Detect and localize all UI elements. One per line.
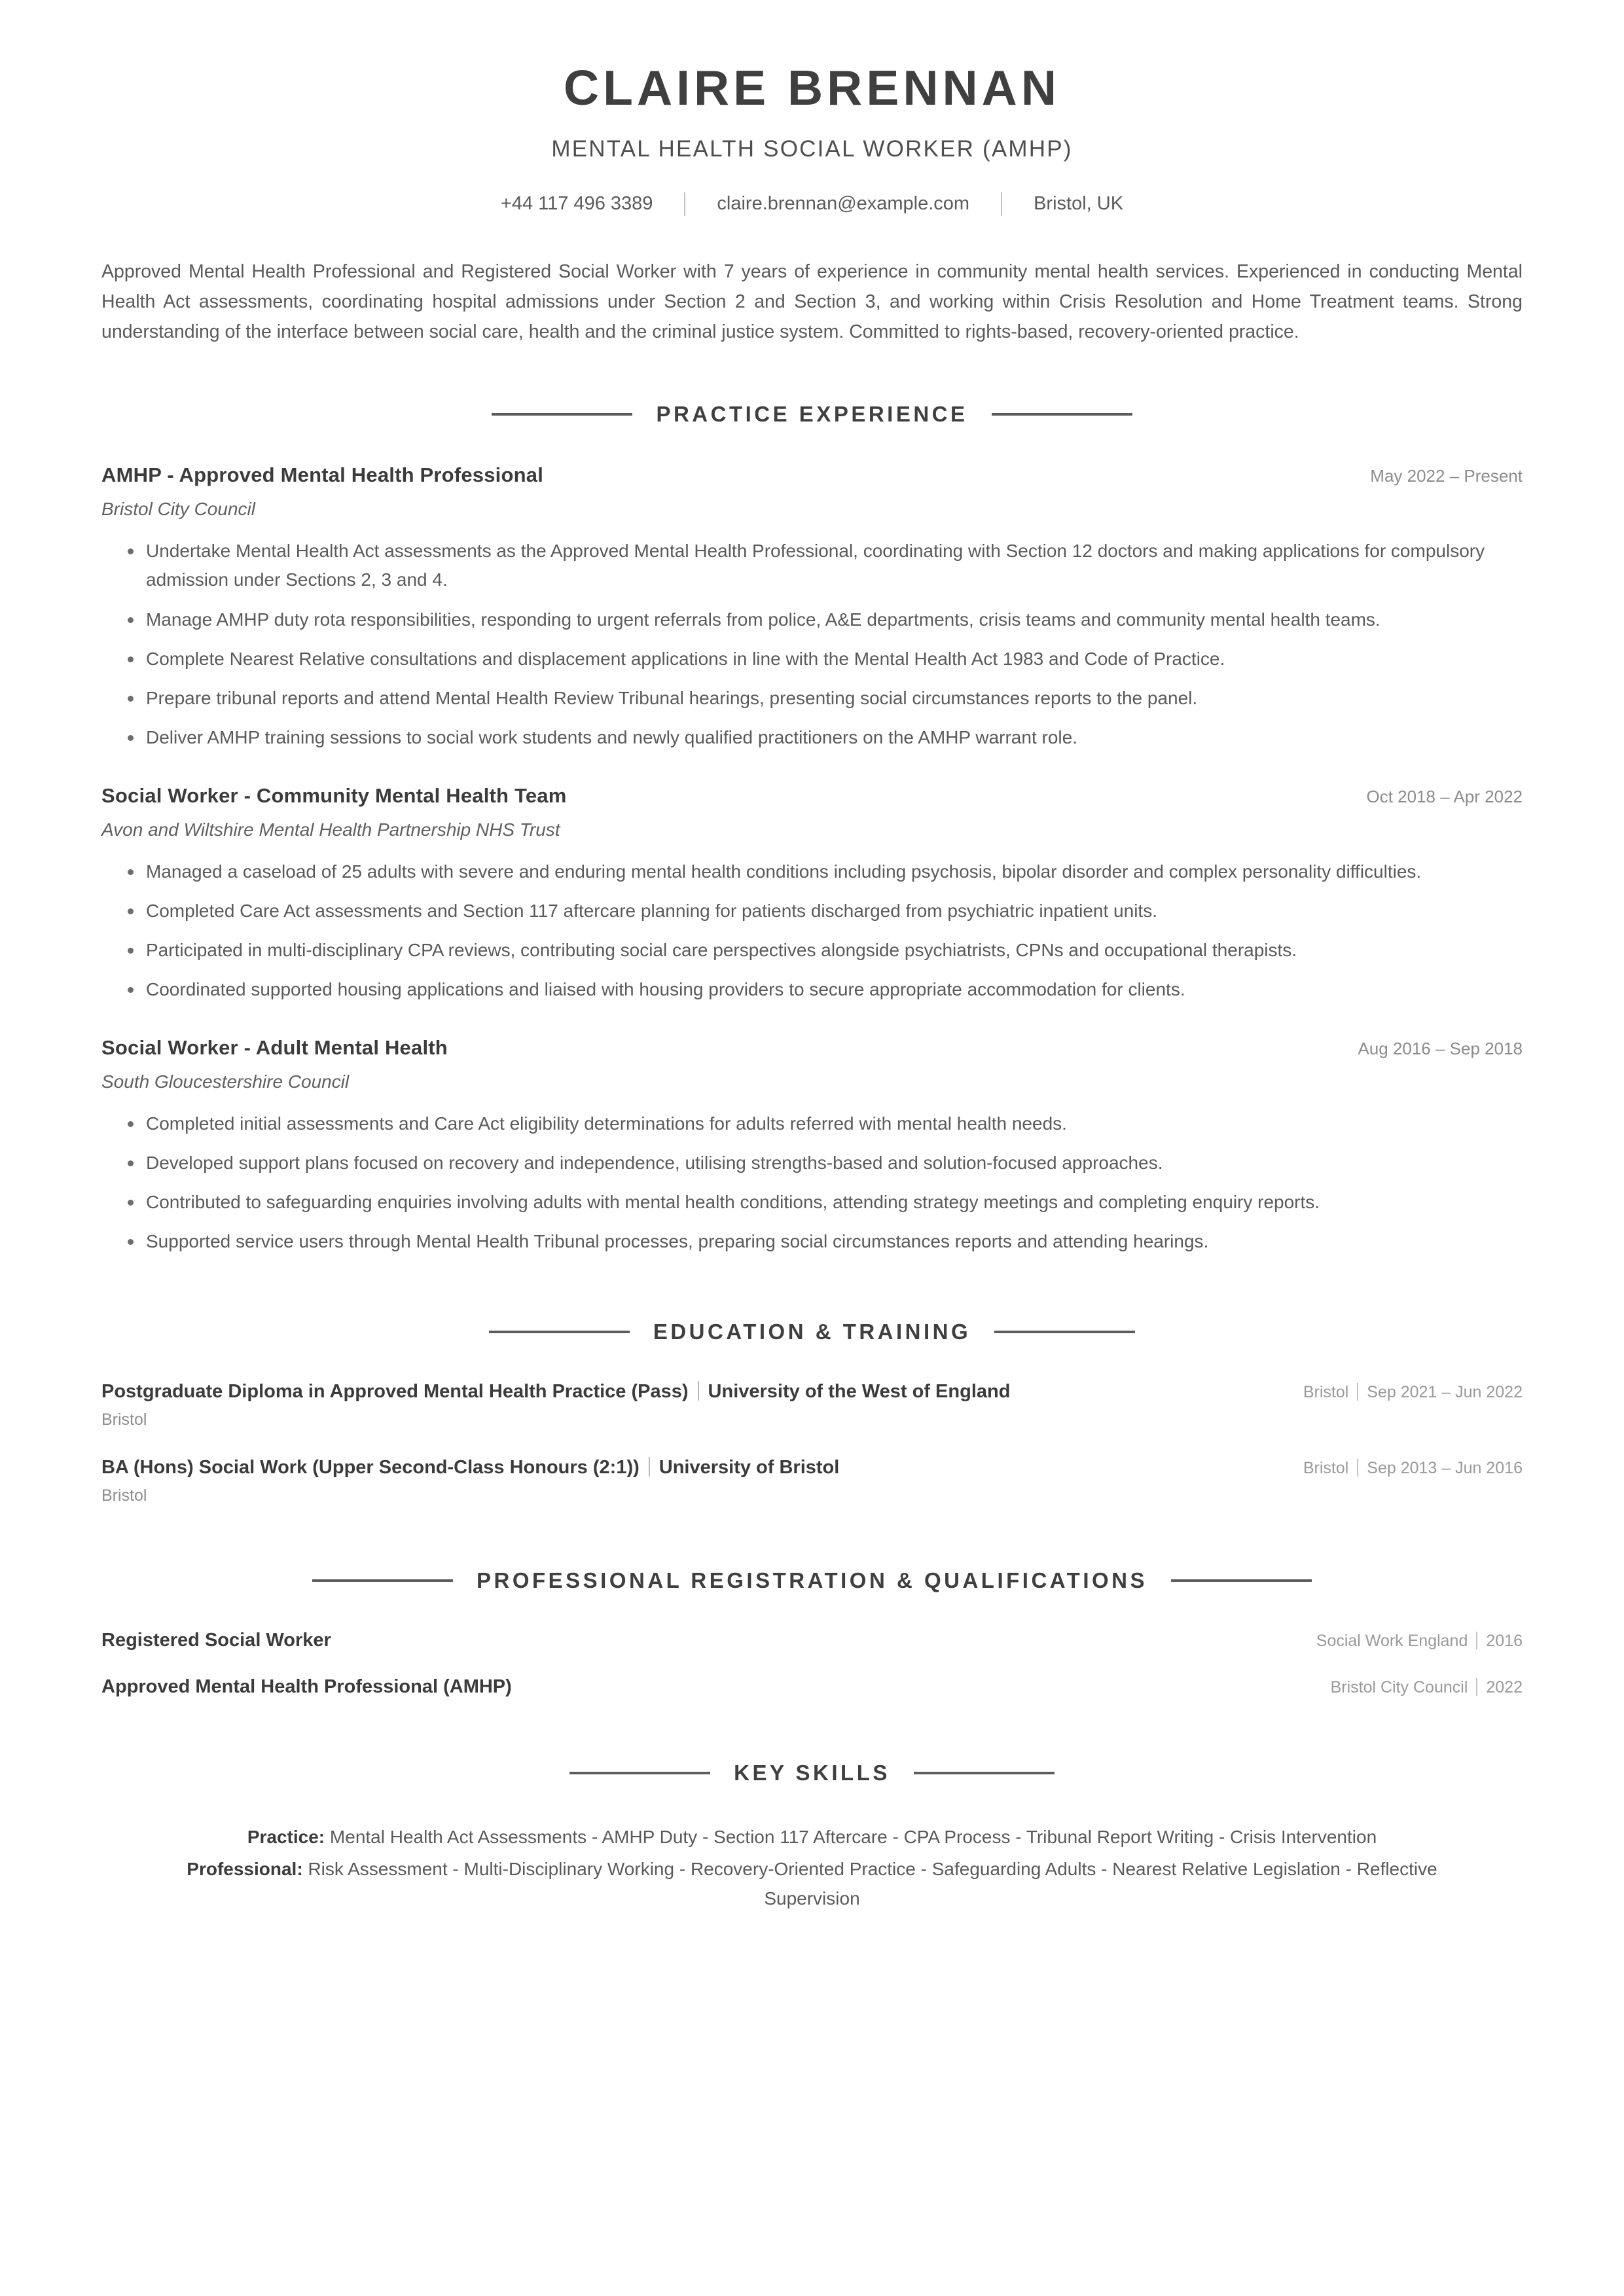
- education-degree: Postgraduate Diploma in Approved Mental Health Practice (Pass): [101, 1380, 689, 1402]
- job-bullet: Coordinated supported housing applications and liaised with housing providers to secure appropriate accommodation for clients.: [101, 975, 1523, 1004]
- contact-location: Bristol, UK: [1034, 193, 1124, 215]
- professional-summary: Approved Mental Health Professional and Registered Social Worker with 7 years of experience in community mental health services. Experienced in conducting Mental Health Act assessments, coordinating hospital admissions under Section 2 and Section 3, and working within Crisis Resolution and Home Treatment teams. Strong understanding of the interface between social care, health and the criminal justice system. Committed to rights-based, recovery-oriented practice.: [101, 260, 1523, 343]
- section-rule-left: [312, 1579, 453, 1582]
- experience-item: [101, 1036, 1523, 1257]
- experience-item-header: [101, 784, 1523, 808]
- job-bullet: Undertake Mental Health Act assessments as the Approved Mental Health Professional, coordinating with Section 12 doctors and making applications for compulsory admission under Sections 2, 3 and 4.: [101, 537, 1523, 594]
- registration-meta: [1331, 1678, 1523, 1697]
- candidate-headline: MENTAL HEALTH SOCIAL WORKER (AMHP): [551, 135, 1073, 162]
- contact-line: [101, 192, 1523, 216]
- job-title: Social Worker - Adult Mental Health: [101, 1035, 448, 1059]
- section-header-skills: [101, 1761, 1523, 1785]
- job-dates: Oct 2018 – Apr 2022: [1366, 786, 1523, 806]
- job-bullet: Complete Nearest Relative consultations and displacement applications in line with the Mental Health Act 1983 and Code of Practice.: [101, 645, 1523, 673]
- registration-item: [101, 1676, 1523, 1698]
- education-meta-place: Bristol: [1303, 1458, 1349, 1477]
- experience-item: [101, 784, 1523, 1005]
- education-meta: [1303, 1383, 1523, 1402]
- pipe-separator-icon: [1357, 1459, 1358, 1477]
- job-organisation: Bristol City Council: [101, 499, 255, 520]
- pipe-separator-icon: [1476, 1632, 1477, 1649]
- job-bullet: Completed initial assessments and Care Act eligibility determinations for adults referred with mental health needs.: [101, 1109, 1523, 1138]
- section-title: PROFESSIONAL REGISTRATION & QUALIFICATIONS: [476, 1568, 1148, 1592]
- job-bullet: Supported service users through Mental Health Tribunal processes, preparing social circumstances reports and attending hearings.: [101, 1227, 1523, 1256]
- pipe-separator-icon: [698, 1381, 699, 1401]
- contact-separator-icon: [1001, 192, 1002, 216]
- pipe-separator-icon: [649, 1457, 650, 1477]
- section-header-registration: [101, 1568, 1523, 1593]
- experience-item-header: [101, 463, 1523, 487]
- job-dates: May 2022 – Present: [1370, 466, 1523, 486]
- skills-items: Mental Health Act Assessments - AMHP Duty - Section 117 Aftercare - CPA Process - Tribunal Report Writing - Crisis Intervention: [329, 1826, 1377, 1847]
- skills-row: [141, 1854, 1483, 1914]
- section-rule-left: [569, 1772, 710, 1774]
- job-title: Social Worker - Community Mental Health Team: [101, 783, 567, 807]
- contact-separator-icon: [684, 192, 685, 216]
- job-bullet: Deliver AMHP training sessions to social work students and newly qualified practitioners on the AMHP warrant role.: [101, 723, 1523, 752]
- section-rule-right: [994, 1331, 1135, 1333]
- education-list: [101, 1381, 1523, 1505]
- experience-item: [101, 463, 1523, 752]
- section-header-experience: [101, 402, 1523, 427]
- skills-row: [141, 1822, 1483, 1852]
- job-bullet: Participated in multi-disciplinary CPA reviews, contributing social care perspectives alongside psychiatrists, CPNs and occupational therapists.: [101, 936, 1523, 965]
- contact-phone: +44 117 496 3389: [500, 193, 653, 215]
- registration-name: Approved Mental Health Professional (AMHP): [101, 1676, 512, 1697]
- contact-email[interactable]: claire.brennan@example.com: [717, 193, 970, 215]
- section-rule-left: [492, 413, 632, 416]
- registration-item: [101, 1630, 1523, 1651]
- job-bullet: Contributed to safeguarding enquiries involving adults with mental health conditions, attending strategy meetings and completing enquiry reports.: [101, 1188, 1523, 1217]
- skills-category: Practice:: [247, 1826, 325, 1847]
- section-rule-right: [1171, 1579, 1312, 1582]
- experience-list: [101, 463, 1523, 1256]
- job-organisation: South Gloucestershire Council: [101, 1071, 350, 1092]
- skills-items: Risk Assessment - Multi-Disciplinary Working - Recovery-Oriented Practice - Safeguarding Adults - Nearest Relative Legislation - Reflective Supervision: [308, 1858, 1437, 1909]
- section-rule-right: [914, 1772, 1055, 1774]
- pipe-separator-icon: [1357, 1383, 1358, 1401]
- job-bullet: Manage AMHP duty rota responsibilities, responding to urgent referrals from police, A&E departments, crisis teams and community mental health teams.: [101, 605, 1523, 634]
- job-bullet: Developed support plans focused on recovery and independence, utilising strengths-based and solution-focused approaches.: [101, 1149, 1523, 1177]
- education-location: Bristol: [101, 1486, 147, 1505]
- section-title: EDUCATION & TRAINING: [653, 1319, 971, 1344]
- education-degree-line: [101, 1457, 839, 1479]
- registration-year: 2016: [1486, 1631, 1523, 1650]
- candidate-name: CLAIRE BRENNAN: [564, 60, 1060, 115]
- section-rule-left: [489, 1331, 630, 1333]
- education-item-header: [101, 1457, 1523, 1479]
- pipe-separator-icon: [1476, 1678, 1477, 1696]
- section-header-education: [101, 1319, 1523, 1344]
- education-degree: BA (Hons) Social Work (Upper Second-Class Honours (2:1)): [101, 1456, 640, 1478]
- education-meta-dates: Sep 2021 – Jun 2022: [1367, 1382, 1523, 1401]
- section-title: PRACTICE EXPERIENCE: [656, 402, 968, 427]
- registration-list: [101, 1630, 1523, 1698]
- job-bullet: Prepare tribunal reports and attend Mental Health Review Tribunal hearings, presenting social circumstances reports to the panel.: [101, 684, 1523, 713]
- skills-category: Professional:: [187, 1858, 303, 1879]
- education-institution: University of the West of England: [708, 1380, 1011, 1402]
- section-title: KEY SKILLS: [734, 1760, 890, 1785]
- job-bullet-list: [101, 1109, 1523, 1257]
- education-item: [101, 1457, 1523, 1505]
- section-rule-right: [992, 413, 1132, 416]
- education-meta: [1303, 1459, 1523, 1478]
- experience-item-header: [101, 1036, 1523, 1060]
- registration-issuer: Bristol City Council: [1330, 1677, 1468, 1696]
- education-meta-place: Bristol: [1303, 1382, 1349, 1401]
- education-item: [101, 1381, 1523, 1429]
- registration-name: Registered Social Worker: [101, 1629, 331, 1651]
- education-item-header: [101, 1381, 1523, 1403]
- job-bullet: Completed Care Act assessments and Section 117 aftercare planning for patients discharged from psychiatric inpatient units.: [101, 897, 1523, 925]
- registration-meta: [1316, 1632, 1523, 1651]
- registration-year: 2022: [1486, 1677, 1523, 1696]
- skills-list: [101, 1822, 1523, 1914]
- job-organisation: Avon and Wiltshire Mental Health Partnership NHS Trust: [101, 819, 560, 840]
- education-meta-dates: Sep 2013 – Jun 2016: [1367, 1458, 1523, 1477]
- job-bullet: Managed a caseload of 25 adults with severe and enduring mental health conditions including psychosis, bipolar disorder and complex personality difficulties.: [101, 857, 1523, 886]
- job-dates: Aug 2016 – Sep 2018: [1358, 1038, 1523, 1058]
- job-bullet-list: [101, 537, 1523, 752]
- job-bullet-list: [101, 857, 1523, 1005]
- education-location: Bristol: [101, 1410, 147, 1429]
- education-institution: University of Bristol: [659, 1456, 840, 1478]
- job-title: AMHP - Approved Mental Health Professional: [101, 463, 544, 487]
- education-degree-line: [101, 1381, 1010, 1403]
- registration-issuer: Social Work England: [1316, 1631, 1468, 1650]
